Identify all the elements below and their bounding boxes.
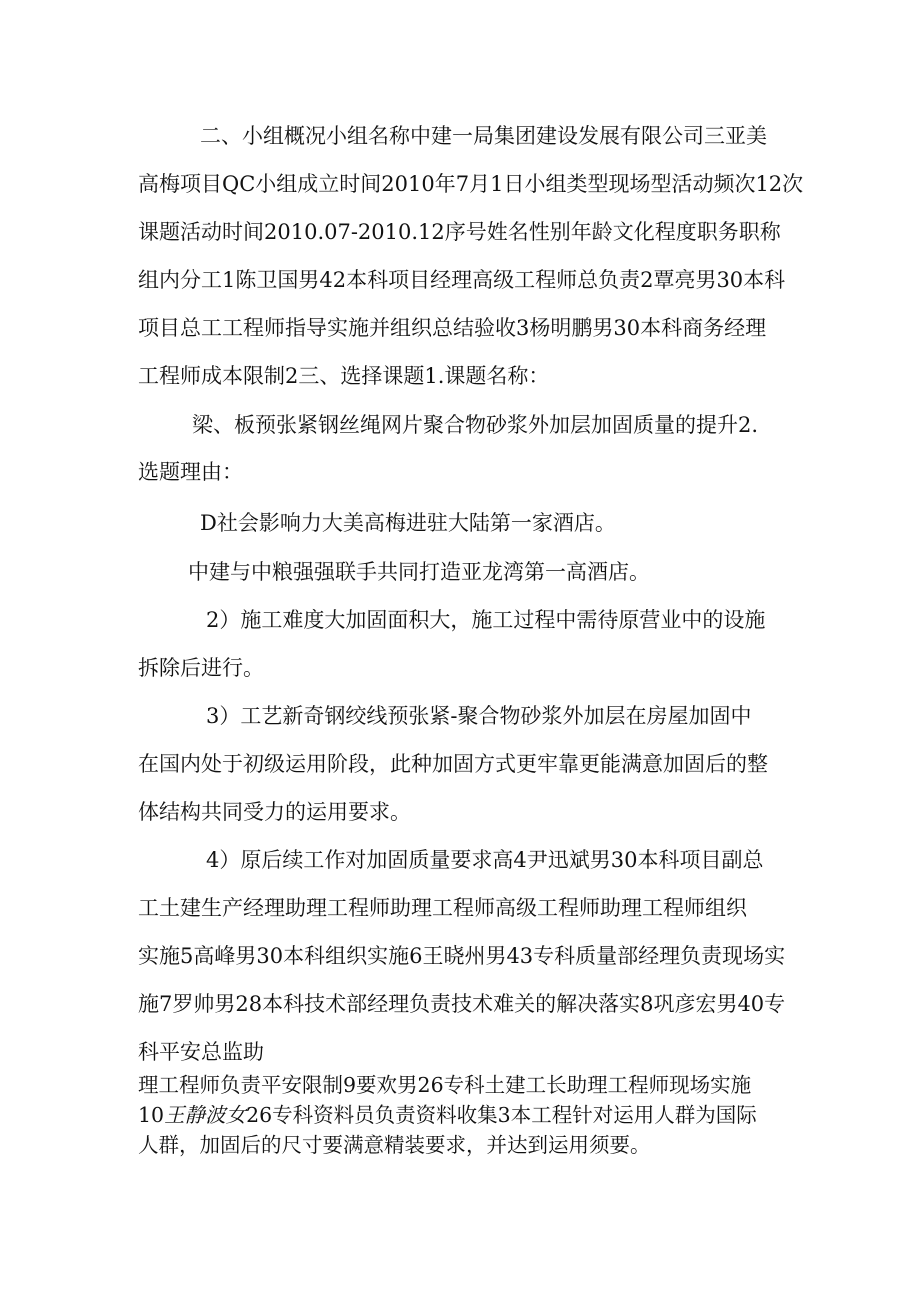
text-line-21: 理工程师负责平安限制9要欢男26专科土建工长助理工程师现场实施 [138, 1073, 752, 1097]
text-line-8: 选题理由： [138, 460, 243, 484]
text-line-14: 在国内处于初级运用阶段，此种加固方式更牢靠更能满意加固后的整 [138, 752, 768, 776]
text-line-22-italic: 王静波女 [164, 1103, 247, 1127]
text-line-2: 高梅项目QC小组成立时间2010年7月1日小组类型现场型活动频次12次 [138, 172, 804, 196]
text-line-10: 中建与中粮强强联手共同打造亚龙湾第一高酒店。 [188, 560, 650, 584]
text-line-1: 二、小组概况小组名称中建一局集团建设发展有限公司三亚美 [200, 124, 767, 148]
text-line-18: 实施5高峰男30本科组织实施6王晓州男43专科质量部经理负责现场实 [138, 944, 786, 968]
text-line-15: 体结构共同受力的运用要求。 [138, 800, 411, 824]
text-line-5: 项目总工工程师指导实施并组织总结验收3杨明鹏男30本科商务经理 [138, 316, 767, 340]
text-line-12: 拆除后进行。 [138, 656, 264, 680]
text-line-19: 施7罗帅男28本科技术部经理负责技术难关的解决落实8巩彦宏男40专 [138, 992, 786, 1016]
text-line-9: D社会影响力大美高梅进驻大陆第一家酒店。 [200, 511, 616, 535]
text-line-4: 组内分工1陈卫国男42本科项目经理高级工程师总负责2覃亮男30本科 [138, 268, 786, 292]
text-line-20: 科平安总监助 [138, 1040, 264, 1064]
text-line-17: 工土建生产经理助理工程师助理工程师高级工程师助理工程师组织 [138, 896, 747, 920]
text-line-22-prefix: 10 [138, 1103, 165, 1127]
text-line-22-rest: 26专科资料员负责资料收集3本工程针对运用人群为国际 [246, 1103, 757, 1127]
text-line-22 [138, 1101, 757, 1129]
text-line-6: 工程师成本限制2三、选择课题1.课题名称： [138, 364, 550, 388]
text-line-3: 课题活动时间2010.07-2010.12序号姓名性别年龄文化程度职务职称 [138, 220, 781, 244]
text-line-16: 4）原后续工作对加固质量要求高4尹迅斌男30本科项目副总 [206, 848, 764, 872]
text-line-7: 梁、板预张紧钢丝绳网片聚合物砂浆外加层加固质量的提升2. [192, 413, 759, 437]
text-line-11: 2）施工难度大加固面积大，施工过程中需待原营业中的设施 [206, 608, 766, 632]
text-line-13: 3）工艺新奇钢绞线预张紧-聚合物砂浆外加层在房屋加固中 [206, 704, 752, 728]
text-line-23: 人群，加固后的尺寸要满意精装要求，并达到运用须要。 [138, 1133, 651, 1157]
